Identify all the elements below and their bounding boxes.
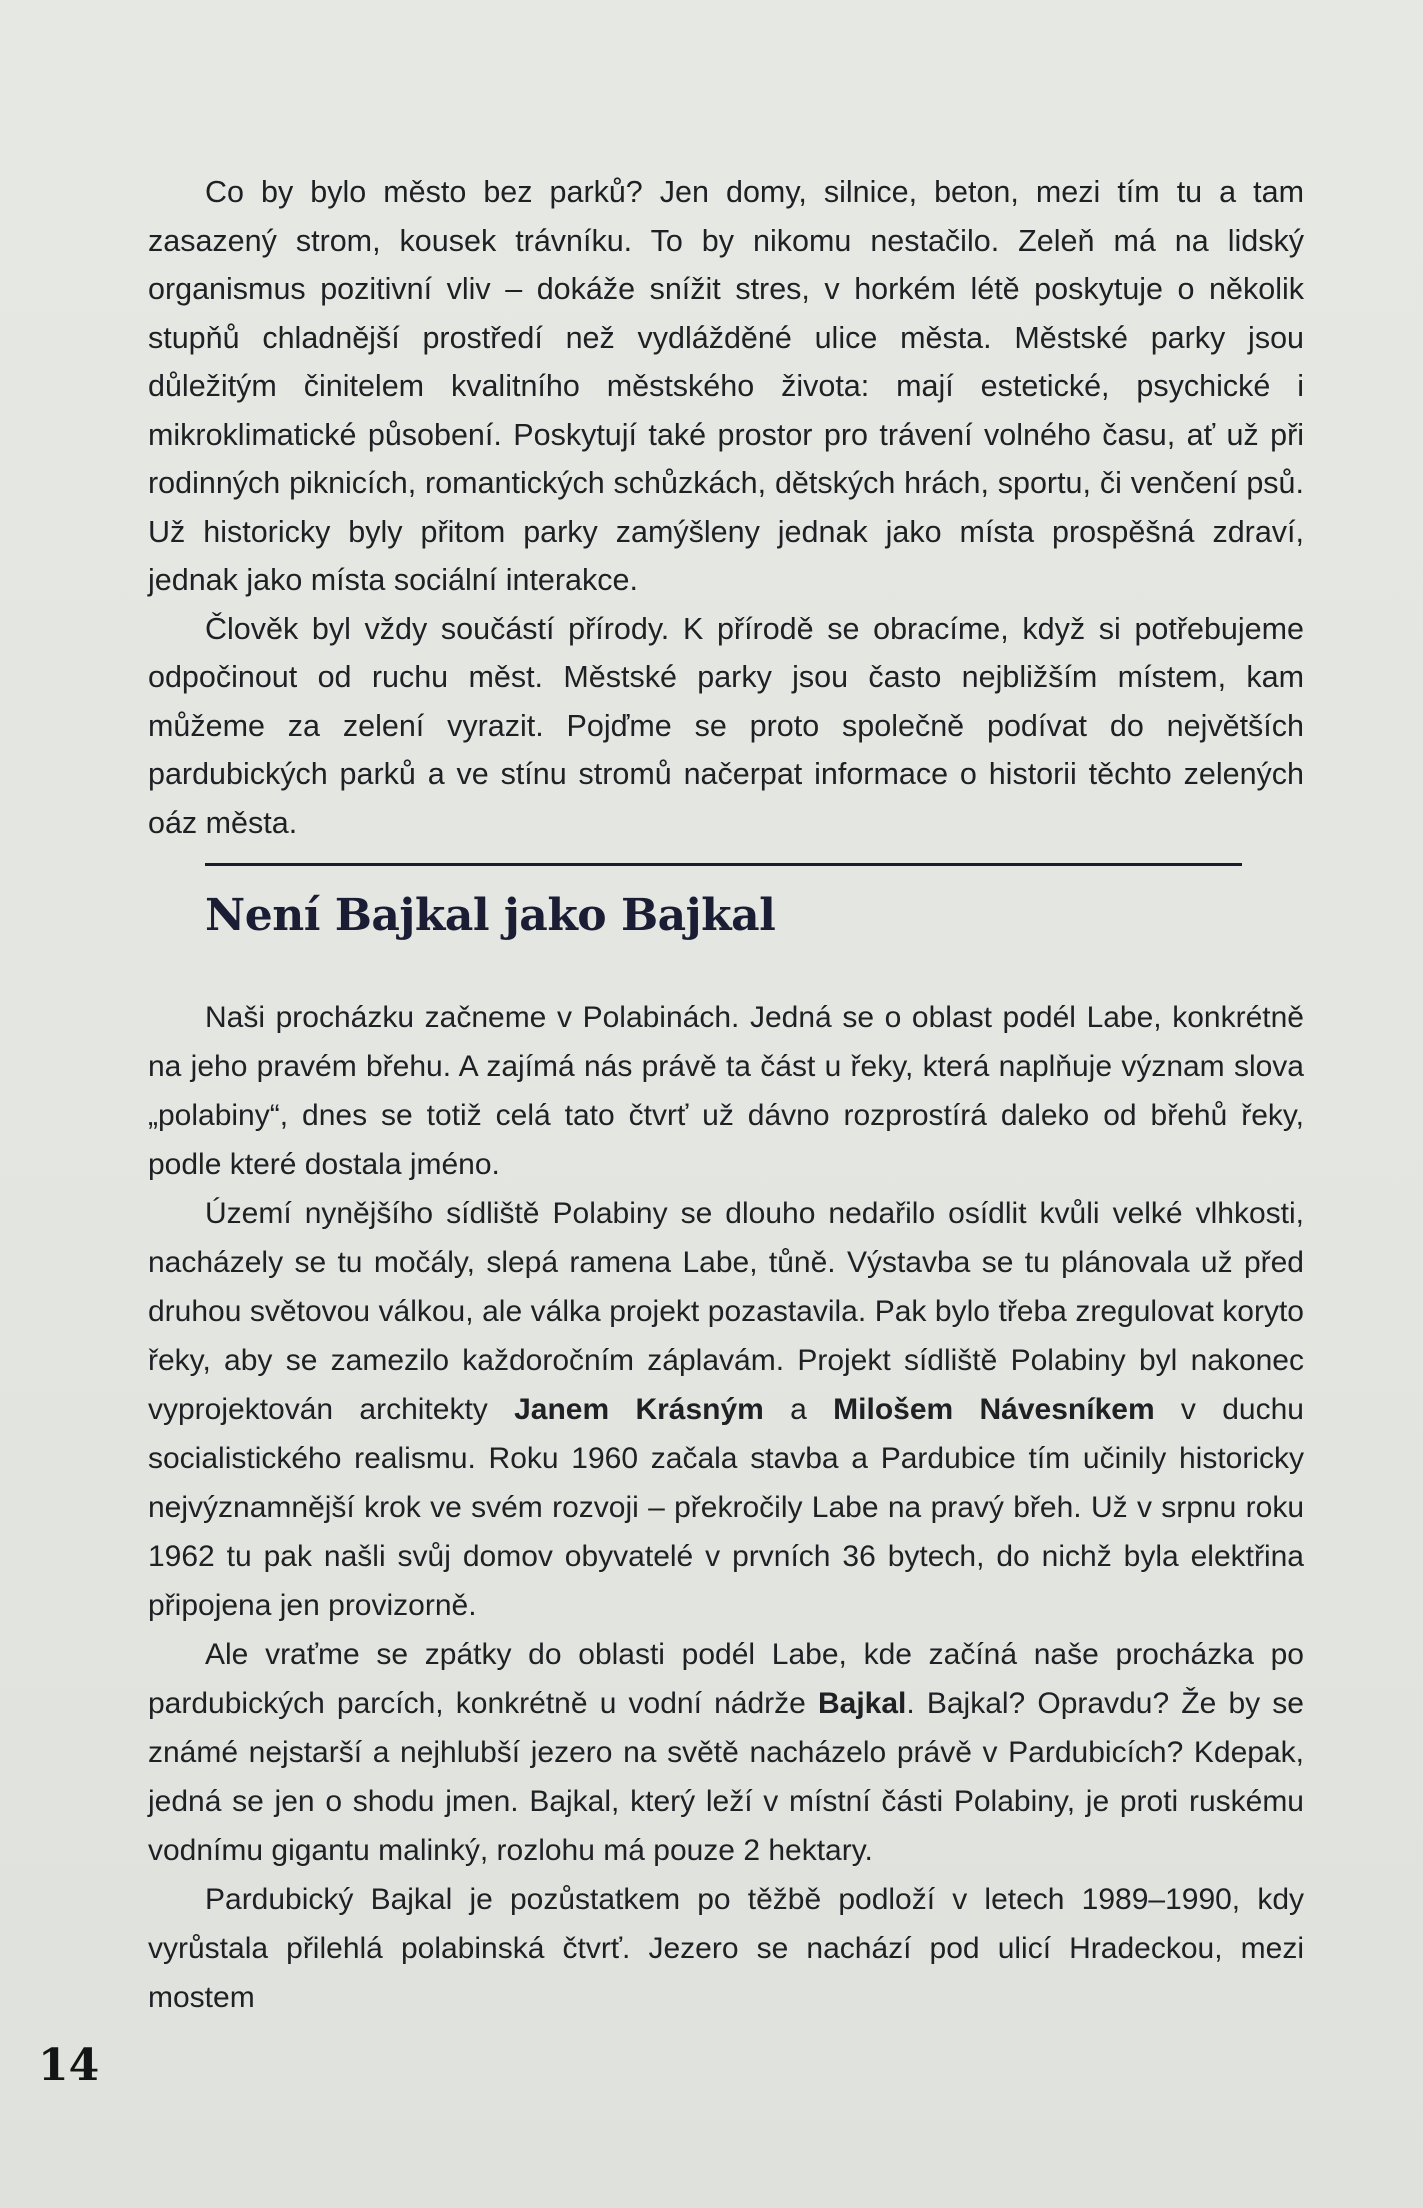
paragraph-text: Území nynějšího sídliště Polabiny se dlouho nedařilo osídlit kvůli velké vlhkosti, nacházely se tu močály, slepá ramena Labe, tůně. Výstavba se tu plánovala už před druhou světovou válkou, ale válka projekt pozastavila. Pak bylo třeba zregulovat koryto řeky, aby se zamezilo každoročním záplavám. Projekt sídliště Polabiny byl nakonec vyprojektován architekty (148, 1197, 1304, 1426)
paragraph-text: Ale vraťme se zpátky do oblasti podél Labe, kde začíná naše procházka po pardubických parcích, konkrétně u vodní nádrže (148, 1638, 1304, 1720)
architect-name: Milošem Návesníkem (833, 1393, 1155, 1426)
section-paragraph-3 (148, 1630, 1304, 1875)
paragraph-text: a (763, 1393, 834, 1426)
section-paragraph-2 (148, 1189, 1304, 1630)
page-number: 14 (38, 2040, 100, 2091)
section-paragraph-1: Naši procházku začneme v Polabinách. Jedná se o oblast podél Labe, konkrétně na jeho pravém břehu. A zajímá nás právě ta část u řeky, která naplňuje význam slova „polabiny“, dnes se totiž celá tato čtvrť už dávno rozprostírá daleko od břehů řeky, podle které dostala jméno. (148, 1001, 1304, 1181)
section-divider (205, 863, 1242, 866)
intro-paragraph-1: Co by bylo město bez parků? Jen domy, silnice, beton, mezi tím tu a tam zasazený strom, kousek trávníku. To by nikomu nestačilo. Zeleň má na lidský organismus pozitivní vliv – dokáže snížit stres, v horkém létě poskytuje o několik stupňů chladnější prostředí než vydlážděné ulice města. Městské parky jsou důležitým činitelem kvalitního městského života: mají estetické, psychické i mikroklimatické působení. Poskytují také prostor pro trávení volného času, ať už při rodinných piknicích, romantických schůzkách, dětských hrách, sportu, či venčení psů. Už historicky byly přitom parky zamýšleny jednak jako místa prospěšná zdraví, jednak jako místa sociální interakce. (148, 175, 1304, 597)
section-paragraph-4: Pardubický Bajkal je pozůstatkem po těžbě podloží v letech 1989–1990, kdy vyrůstala přilehlá polabinská čtvrť. Jezero se nachází pod ulicí Hradeckou, mezi mostem (148, 1883, 1304, 2014)
place-name: Bajkal (817, 1687, 907, 1720)
section-heading: Není Bajkal jako Bajkal (205, 890, 776, 941)
paragraph-text: . Bajkal? Opravdu? Že by se známé nejstarší a nejhlubší jezero na světě nacházelo právě v Pardubicích? Kdepak, jedná se jen o shodu jmen. Bajkal, který leží v místní části Polabiny, je proti ruskému vodnímu gigantu malinký, rozlohu má pouze 2 hektary. (148, 1687, 1304, 1867)
section-text (148, 993, 1304, 2022)
architect-name: Janem Krásným (514, 1393, 764, 1426)
intro-text (148, 168, 1304, 847)
intro-paragraph-2: Člověk byl vždy součástí přírody. K přírodě se obracíme, když si potřebujeme odpočinout od ruchu měst. Městské parky jsou často nejbližším místem, kam můžeme za zelení vyrazit. Pojďme se proto společně podívat do největších pardubických parků a ve stínu stromů načerpat informace o historii těchto zelených oáz města. (148, 611, 1304, 840)
paragraph-text: v duchu socialistického realismu. Roku 1960 začala stavba a Pardubice tím učinily historicky nejvýznamnější krok ve svém rozvoji – překročily Labe na pravý břeh. Už v srpnu roku 1962 tu pak našli svůj domov obyvatelé v prvních 36 bytech, do nichž byla elektřina připojena jen provizorně. (148, 1393, 1304, 1622)
